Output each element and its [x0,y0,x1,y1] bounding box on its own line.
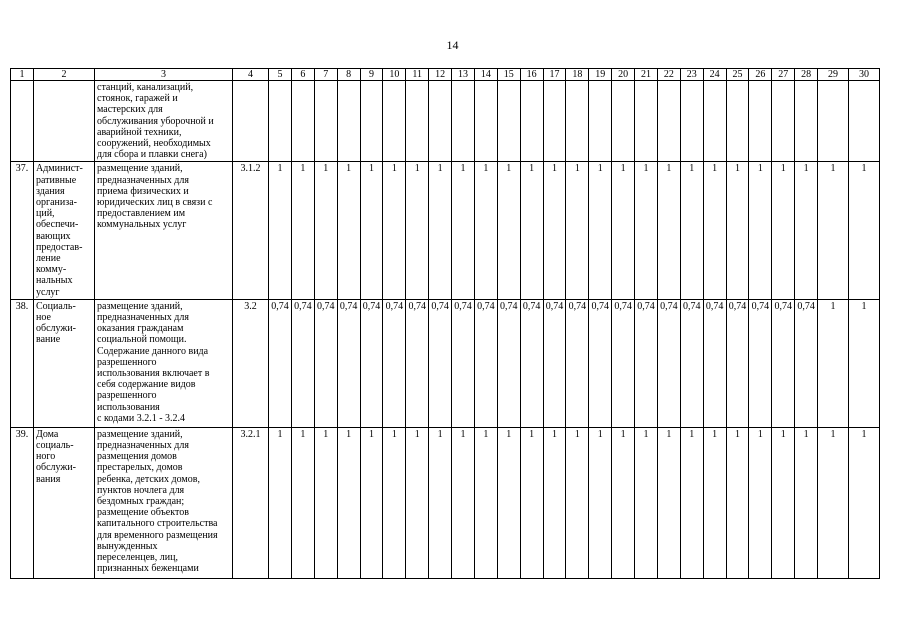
value-cell-col-21: 1 [635,427,658,578]
value-cell-col-30: 1 [849,299,880,427]
value-cell-col-12: 0,74 [429,299,452,427]
value-cell-col-23: 1 [680,427,703,578]
header-cell-20: 20 [612,69,635,81]
value-cell-col-23: 0,74 [680,299,703,427]
row-code: 3.2.1 [233,427,269,578]
value-cell-col-6: 0,74 [291,299,314,427]
row-number: 37. [11,162,34,299]
value-cell-col-16 [520,81,543,162]
row-description: размещение зданий, предназначенных для приема физических и юридических лиц в связи с предоставлением им коммунальных услуг [95,162,233,299]
value-cell-col-13: 1 [452,162,475,299]
value-cell-col-10: 1 [383,427,406,578]
header-cell-13: 13 [452,69,475,81]
value-cell-col-11: 1 [406,162,429,299]
value-cell-col-18 [566,81,589,162]
value-cell-col-26: 1 [749,162,772,299]
header-cell-18: 18 [566,69,589,81]
table-row [11,299,880,427]
header-cell-16: 16 [520,69,543,81]
value-cell-col-23: 1 [680,162,703,299]
value-cell-col-24: 1 [703,162,726,299]
value-cell-col-14: 1 [474,427,497,578]
header-cell-3: 3 [95,69,233,81]
value-cell-col-10 [383,81,406,162]
header-cell-19: 19 [589,69,612,81]
value-cell-col-21 [635,81,658,162]
value-cell-col-17: 1 [543,162,566,299]
value-cell-col-19: 1 [589,427,612,578]
value-cell-col-9: 1 [360,162,383,299]
value-cell-col-15: 1 [497,427,520,578]
value-cell-col-27: 0,74 [772,299,795,427]
row-number [11,81,34,162]
header-cell-11: 11 [406,69,429,81]
row-description: станций, канализаций, стоянок, гаражей и мастерских для обслуживания уборочной и аварийной техники, сооружений, необходимых для сбора и плавки снега) [95,81,233,162]
value-cell-col-28 [795,81,818,162]
value-cell-col-5 [269,81,292,162]
value-cell-col-9 [360,81,383,162]
value-cell-col-14 [474,81,497,162]
header-cell-24: 24 [703,69,726,81]
page-number: 14 [446,38,459,52]
value-cell-col-16: 1 [520,162,543,299]
value-cell-col-14: 0,74 [474,299,497,427]
value-cell-col-8: 1 [337,162,360,299]
value-cell-col-15: 1 [497,162,520,299]
value-cell-col-7: 1 [314,162,337,299]
table-row [11,427,880,578]
header-cell-5: 5 [269,69,292,81]
header-cell-27: 27 [772,69,795,81]
value-cell-col-17: 1 [543,427,566,578]
value-cell-col-5: 0,74 [269,299,292,427]
value-cell-col-13 [452,81,475,162]
row-code: 3.1.2 [233,162,269,299]
value-cell-col-17 [543,81,566,162]
value-cell-col-20: 1 [612,162,635,299]
value-cell-col-28: 1 [795,162,818,299]
value-cell-col-9: 1 [360,427,383,578]
header-cell-14: 14 [474,69,497,81]
value-cell-col-6: 1 [291,427,314,578]
value-cell-col-29: 1 [818,299,849,427]
value-cell-col-15 [497,81,520,162]
table-header [11,69,880,81]
header-cell-26: 26 [749,69,772,81]
value-cell-col-26: 1 [749,427,772,578]
row-description: размещение зданий, предназначенных для оказания гражданам социальной помощи. Содержание данного вида разрешенного использования включает в себя содержание видов разрешенного использования с кодами 3.2.1 - 3.2.4 [95,299,233,427]
value-cell-col-24 [703,81,726,162]
value-cell-col-22: 1 [657,427,680,578]
value-cell-col-18: 1 [566,427,589,578]
value-cell-col-8: 1 [337,427,360,578]
table-row [11,162,880,299]
value-cell-col-6 [291,81,314,162]
value-cell-col-20: 1 [612,427,635,578]
value-cell-col-21: 1 [635,162,658,299]
value-cell-col-27 [772,81,795,162]
value-cell-col-19: 0,74 [589,299,612,427]
land-use-table [10,68,880,579]
value-cell-col-5: 1 [269,162,292,299]
row-name [34,81,95,162]
table-row [11,81,880,162]
header-cell-6: 6 [291,69,314,81]
value-cell-col-24: 1 [703,427,726,578]
value-cell-col-9: 0,74 [360,299,383,427]
value-cell-col-22: 0,74 [657,299,680,427]
value-cell-col-13: 1 [452,427,475,578]
header-cell-29: 29 [818,69,849,81]
header-row [11,69,880,81]
value-cell-col-26: 0,74 [749,299,772,427]
row-name: Админист- ративные здания организа- ций, обеспечи- вающих предостав- ление комму- нальных услуг [34,162,95,299]
header-cell-2: 2 [34,69,95,81]
value-cell-col-10: 0,74 [383,299,406,427]
value-cell-col-27: 1 [772,427,795,578]
header-cell-25: 25 [726,69,749,81]
value-cell-col-10: 1 [383,162,406,299]
header-cell-1: 1 [11,69,34,81]
value-cell-col-14: 1 [474,162,497,299]
value-cell-col-27: 1 [772,162,795,299]
header-cell-4: 4 [233,69,269,81]
value-cell-col-25 [726,81,749,162]
row-number: 38. [11,299,34,427]
value-cell-col-16: 1 [520,427,543,578]
value-cell-col-21: 0,74 [635,299,658,427]
row-code: 3.2 [233,299,269,427]
header-cell-15: 15 [497,69,520,81]
header-cell-22: 22 [657,69,680,81]
value-cell-col-11: 0,74 [406,299,429,427]
value-cell-col-8 [337,81,360,162]
value-cell-col-19: 1 [589,162,612,299]
value-cell-col-7: 1 [314,427,337,578]
value-cell-col-7 [314,81,337,162]
table-body [11,81,880,579]
value-cell-col-11 [406,81,429,162]
row-description: размещение зданий, предназначенных для размещения домов престарелых, домов ребенка, детских домов, пунктов ночлега для бездомных граждан; размещение объектов капитального строительства для временного размещения вынужденных переселенцев, лиц, признанных беженцами [95,427,233,578]
value-cell-col-29 [818,81,849,162]
header-cell-10: 10 [383,69,406,81]
value-cell-col-24: 0,74 [703,299,726,427]
header-cell-7: 7 [314,69,337,81]
value-cell-col-16: 0,74 [520,299,543,427]
value-cell-col-19 [589,81,612,162]
value-cell-col-15: 0,74 [497,299,520,427]
row-name: Дома социаль- ного обслужи- вания [34,427,95,578]
row-number: 39. [11,427,34,578]
header-cell-23: 23 [680,69,703,81]
value-cell-col-12 [429,81,452,162]
value-cell-col-6: 1 [291,162,314,299]
value-cell-col-30: 1 [849,162,880,299]
value-cell-col-25: 1 [726,162,749,299]
header-cell-8: 8 [337,69,360,81]
value-cell-col-25: 1 [726,427,749,578]
value-cell-col-18: 1 [566,162,589,299]
value-cell-col-20: 0,74 [612,299,635,427]
value-cell-col-22: 1 [657,162,680,299]
value-cell-col-17: 0,74 [543,299,566,427]
value-cell-col-7: 0,74 [314,299,337,427]
value-cell-col-13: 0,74 [452,299,475,427]
value-cell-col-30: 1 [849,427,880,578]
header-cell-28: 28 [795,69,818,81]
value-cell-col-30 [849,81,880,162]
value-cell-col-28: 0,74 [795,299,818,427]
header-cell-9: 9 [360,69,383,81]
header-cell-21: 21 [635,69,658,81]
value-cell-col-5: 1 [269,427,292,578]
value-cell-col-22 [657,81,680,162]
value-cell-col-12: 1 [429,162,452,299]
value-cell-col-29: 1 [818,162,849,299]
value-cell-col-26 [749,81,772,162]
value-cell-col-18: 0,74 [566,299,589,427]
row-name: Социаль- ное обслужи- вание [34,299,95,427]
header-cell-17: 17 [543,69,566,81]
value-cell-col-23 [680,81,703,162]
value-cell-col-29: 1 [818,427,849,578]
value-cell-col-28: 1 [795,427,818,578]
value-cell-col-8: 0,74 [337,299,360,427]
value-cell-col-25: 0,74 [726,299,749,427]
value-cell-col-20 [612,81,635,162]
row-code [233,81,269,162]
value-cell-col-12: 1 [429,427,452,578]
value-cell-col-11: 1 [406,427,429,578]
header-cell-12: 12 [429,69,452,81]
header-cell-30: 30 [849,69,880,81]
